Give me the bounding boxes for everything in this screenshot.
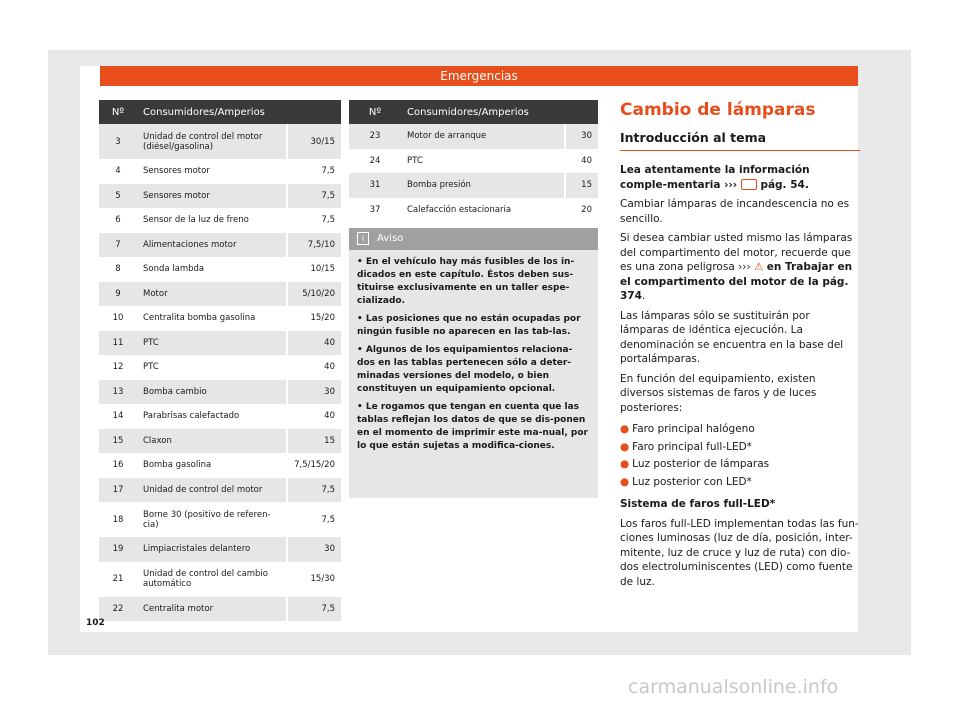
table-row bbox=[99, 124, 341, 159]
row-consumer: Claxon bbox=[137, 429, 287, 454]
warning-icon: ⚠ bbox=[754, 261, 764, 273]
section-title: Cambio de lámparas bbox=[620, 100, 816, 120]
row-number: 17 bbox=[99, 478, 137, 503]
row-number: 9 bbox=[99, 282, 137, 307]
table-row bbox=[99, 159, 341, 184]
row-number: 23 bbox=[349, 124, 401, 149]
col-num-header: Nº bbox=[99, 100, 137, 124]
intro-paragraph: Lea atentamente la información comple-mentaria ››› pág. 54. bbox=[620, 164, 810, 191]
bullet-icon: ● bbox=[620, 440, 630, 453]
row-amperage: 7,5/15/20 bbox=[287, 453, 341, 478]
list-item-label: Luz posterior de lámparas bbox=[632, 458, 770, 470]
row-number: 22 bbox=[99, 597, 137, 622]
row-amperage: 7,5 bbox=[287, 159, 341, 184]
row-number: 11 bbox=[99, 331, 137, 356]
row-number: 3 bbox=[99, 124, 137, 159]
row-amperage: 15/20 bbox=[287, 306, 341, 331]
row-amperage: 7,5 bbox=[287, 208, 341, 233]
watermark-text: carmanualsonline.info bbox=[628, 676, 839, 698]
subheading-full-led: Sistema de faros full-LED* bbox=[620, 498, 776, 510]
row-consumer: Alimentaciones motor bbox=[137, 233, 287, 258]
list-item bbox=[620, 475, 860, 490]
row-consumer: Sensores motor bbox=[137, 159, 287, 184]
table-row bbox=[349, 124, 598, 149]
row-consumer: PTC bbox=[401, 149, 565, 174]
row-consumer: Calefacción estacionaria bbox=[401, 198, 565, 223]
table-row bbox=[99, 233, 341, 258]
row-number: 16 bbox=[99, 453, 137, 478]
table-row bbox=[99, 537, 341, 562]
row-number: 4 bbox=[99, 159, 137, 184]
row-amperage: 30 bbox=[565, 124, 598, 149]
aviso-item: • Las posiciones que no están ocupadas por ningún fusible no aparecen en las tab-las. bbox=[357, 314, 581, 337]
aviso-body bbox=[349, 250, 598, 453]
row-number: 6 bbox=[99, 208, 137, 233]
bullet-icon: ● bbox=[620, 475, 630, 488]
list-item bbox=[620, 422, 860, 437]
row-consumer: Bomba presión bbox=[401, 173, 565, 198]
row-consumer: Parabrisas calefactado bbox=[137, 404, 287, 429]
row-consumer: Bomba cambio bbox=[137, 380, 287, 405]
row-consumer: Sonda lambda bbox=[137, 257, 287, 282]
row-number: 37 bbox=[349, 198, 401, 223]
table-row bbox=[99, 380, 341, 405]
row-consumer: Unidad de control del cambio automático bbox=[137, 562, 287, 597]
aviso-item: • En el vehículo hay más fusibles de los in-dicados en este capítulo. Éstos deben sus-tituirse exclusivamente en un taller espe-cializado. bbox=[357, 257, 575, 306]
table-row bbox=[99, 597, 341, 622]
row-consumer: Unidad de control del motor (diésel/gasolina) bbox=[137, 124, 287, 159]
paragraph-2-text: Si desea cambiar usted mismo las lámparas del compartimento del motor, recuerde que es una zona peligrosa ››› bbox=[620, 232, 853, 273]
row-consumer: Bomba gasolina bbox=[137, 453, 287, 478]
row-number: 14 bbox=[99, 404, 137, 429]
aviso-box bbox=[349, 228, 598, 498]
paragraph-2: Si desea cambiar usted mismo las lámparas del compartimento del motor, recuerde que es una zona peligrosa ››› ⚠ en Trabajar en el compartimento del motor de la pág. 374. bbox=[620, 232, 853, 302]
row-consumer: Sensores motor bbox=[137, 184, 287, 209]
table-row bbox=[349, 198, 598, 223]
table-row bbox=[99, 257, 341, 282]
list-item bbox=[620, 457, 860, 472]
row-number: 31 bbox=[349, 173, 401, 198]
row-amperage: 7,5/10 bbox=[287, 233, 341, 258]
row-consumer: Motor de arranque bbox=[401, 124, 565, 149]
fuse-table-2 bbox=[349, 100, 598, 222]
col-name-header: Consumidores/Amperios bbox=[401, 100, 598, 124]
lamp-type-list bbox=[620, 422, 860, 489]
row-amperage: 40 bbox=[287, 331, 341, 356]
paragraph-4: En función del equipamiento, existen diversos sistemas de faros y de luces posteriores: bbox=[620, 372, 817, 414]
page-number: 102 bbox=[86, 618, 105, 628]
row-consumer: Unidad de control del motor bbox=[137, 478, 287, 503]
table-row bbox=[99, 184, 341, 209]
list-item bbox=[620, 440, 860, 455]
table-row bbox=[99, 208, 341, 233]
row-amperage: 15 bbox=[565, 173, 598, 198]
aviso-item: • Le rogamos que tengan en cuenta que las tablas reflejan los datos de que se dis-ponen en el momento de imprimir este ma-nual, por lo que están sujetas a modifica-ciones. bbox=[357, 402, 588, 451]
row-consumer: Centralita bomba gasolina bbox=[137, 306, 287, 331]
aviso-item: • Algunos de los equipamientos relaciona-dos en las tablas pertenecen sólo a deter-minadas versiones del modelo, o bien constituyen un equipamiento opcional. bbox=[357, 345, 573, 394]
section-subtitle: Introducción al tema bbox=[620, 130, 860, 151]
table-row bbox=[99, 404, 341, 429]
row-number: 18 bbox=[99, 502, 137, 537]
paragraph-1: Cambiar lámparas de incandescencia no es sencillo. bbox=[620, 198, 850, 225]
warning-reference-link[interactable]: en Trabajar en el compartimento del motor de la pág. 374 bbox=[620, 261, 853, 302]
row-amperage: 7,5 bbox=[287, 597, 341, 622]
row-consumer: Sensor de la luz de freno bbox=[137, 208, 287, 233]
paragraph-5: Los faros full-LED implementan todas las fun-ciones luminosas (luz de día, posición, inter-mitente, luz de cruce y luz de ruta) con dio-dos electroluminiscentes (LED) como fuente de luz. bbox=[620, 517, 859, 588]
row-number: 15 bbox=[99, 429, 137, 454]
row-amperage: 30 bbox=[287, 380, 341, 405]
intro-text: Lea atentamente la información comple-mentaria ››› bbox=[620, 164, 810, 191]
section-header: Emergencias bbox=[100, 66, 858, 86]
row-amperage: 5/10/20 bbox=[287, 282, 341, 307]
col-num-header: Nº bbox=[349, 100, 401, 124]
row-number: 24 bbox=[349, 149, 401, 174]
row-amperage: 40 bbox=[287, 404, 341, 429]
row-amperage: 30 bbox=[287, 537, 341, 562]
list-item-label: Luz posterior con LED* bbox=[632, 475, 752, 488]
book-icon bbox=[741, 179, 757, 190]
table-row bbox=[99, 331, 341, 356]
aviso-title: Aviso bbox=[377, 233, 404, 244]
row-number: 8 bbox=[99, 257, 137, 282]
fuse-table-1 bbox=[99, 100, 341, 621]
row-consumer: Limpiacristales delantero bbox=[137, 537, 287, 562]
row-number: 7 bbox=[99, 233, 137, 258]
row-amperage: 40 bbox=[565, 149, 598, 174]
row-consumer: Motor bbox=[137, 282, 287, 307]
page-reference-link[interactable]: pág. 54 bbox=[760, 178, 805, 191]
row-consumer: Borne 30 (positivo de referen-cia) bbox=[137, 502, 287, 537]
table-row bbox=[99, 478, 341, 503]
table-row bbox=[99, 502, 341, 537]
row-number: 10 bbox=[99, 306, 137, 331]
row-consumer: PTC bbox=[137, 331, 287, 356]
row-consumer: PTC bbox=[137, 355, 287, 380]
lamp-section bbox=[620, 100, 860, 594]
row-amperage: 7,5 bbox=[287, 478, 341, 503]
row-amperage: 30/15 bbox=[287, 124, 341, 159]
table-row bbox=[99, 282, 341, 307]
bullet-icon: ● bbox=[620, 458, 630, 470]
row-consumer: Centralita motor bbox=[137, 597, 287, 622]
row-amperage: 10/15 bbox=[287, 257, 341, 282]
row-amperage: 7,5 bbox=[287, 502, 341, 537]
table-row bbox=[99, 429, 341, 454]
row-number: 13 bbox=[99, 380, 137, 405]
table-row bbox=[99, 355, 341, 380]
paragraph-3: Las lámparas sólo se sustituirán por lámparas de idéntica ejecución. La denominación se encuentra en la base del portalámparas. bbox=[620, 309, 844, 365]
row-amperage: 15 bbox=[287, 429, 341, 454]
table-row bbox=[99, 562, 341, 597]
table-row bbox=[349, 149, 598, 174]
row-number: 5 bbox=[99, 184, 137, 209]
info-icon: i bbox=[357, 232, 369, 245]
table-row bbox=[99, 453, 341, 478]
row-number: 19 bbox=[99, 537, 137, 562]
row-amperage: 7,5 bbox=[287, 184, 341, 209]
col-name-header: Consumidores/Amperios bbox=[137, 100, 341, 124]
row-amperage: 15/30 bbox=[287, 562, 341, 597]
row-amperage: 20 bbox=[565, 198, 598, 223]
row-amperage: 40 bbox=[287, 355, 341, 380]
aviso-header bbox=[349, 228, 598, 250]
row-number: 12 bbox=[99, 355, 137, 380]
table-row bbox=[349, 173, 598, 198]
bullet-icon: ● bbox=[620, 423, 630, 435]
table-row bbox=[99, 306, 341, 331]
list-item-label: Faro principal halógeno bbox=[632, 423, 755, 435]
row-number: 21 bbox=[99, 562, 137, 597]
list-item-label: Faro principal full-LED* bbox=[632, 440, 752, 453]
